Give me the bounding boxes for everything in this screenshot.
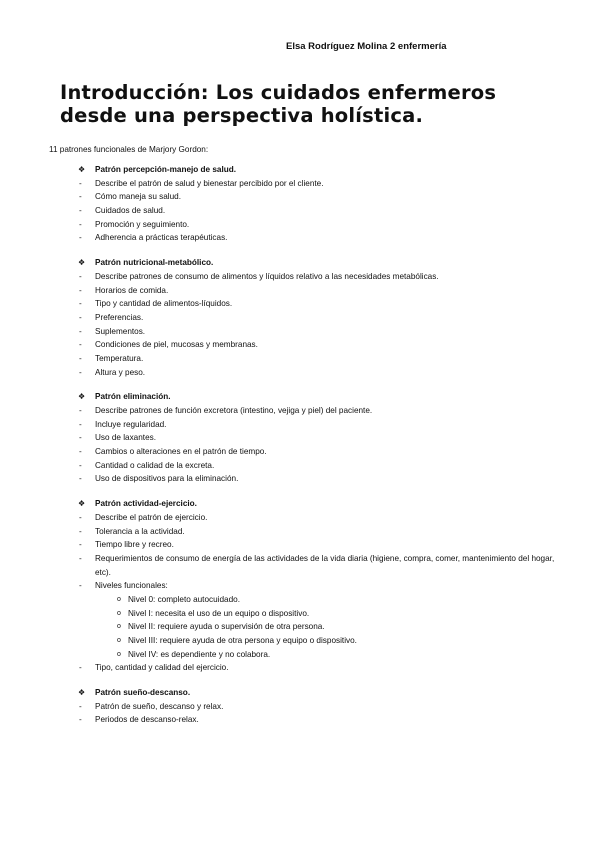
subtitle: 11 patrones funcionales de Marjory Gordon: bbox=[49, 145, 209, 154]
pattern-section bbox=[0, 686, 600, 727]
pattern-heading-text: Patrón percepción-manejo de salud. bbox=[95, 165, 237, 174]
sub-list-item-text: Nivel IV: es dependiente y no colabora. bbox=[128, 649, 271, 659]
pattern-list bbox=[0, 163, 600, 738]
pattern-heading-text: Patrón eliminación. bbox=[95, 392, 171, 402]
list-item-text: Tipo y cantidad de alimentos-líquidos. bbox=[95, 299, 233, 309]
list-item-text: Horarios de comida. bbox=[95, 285, 169, 295]
sub-list-item bbox=[0, 620, 600, 634]
list-item bbox=[0, 352, 600, 366]
dash-bullet-icon: - bbox=[79, 312, 82, 322]
sub-list-item-text: Nivel II: requiere ayuda o supervisión de otra persona. bbox=[128, 622, 325, 632]
list-item-text: Cantidad o calidad de la excreta. bbox=[95, 460, 215, 470]
list-item bbox=[0, 431, 600, 445]
dash-bullet-icon: - bbox=[79, 326, 82, 336]
pattern-section bbox=[0, 497, 600, 675]
list-item bbox=[0, 325, 600, 339]
list-item bbox=[0, 218, 600, 232]
list-item bbox=[0, 338, 600, 352]
pattern-heading bbox=[0, 390, 600, 404]
pattern-heading bbox=[0, 256, 600, 270]
diamond-bullet-icon: ❖ bbox=[78, 392, 86, 402]
document-title bbox=[60, 81, 580, 127]
list-item-text: Temperatura. bbox=[95, 353, 144, 363]
pattern-heading bbox=[0, 686, 600, 700]
pattern-heading bbox=[0, 163, 600, 177]
list-item-text: Uso de laxantes. bbox=[95, 433, 156, 443]
dash-bullet-icon: - bbox=[79, 553, 82, 563]
dash-bullet-icon: - bbox=[79, 419, 82, 429]
dash-bullet-icon: - bbox=[79, 353, 82, 363]
dash-bullet-icon: - bbox=[79, 447, 82, 457]
dash-bullet-icon: - bbox=[79, 285, 82, 295]
pattern-heading-text: Patrón actividad-ejercicio. bbox=[95, 499, 197, 509]
list-item bbox=[0, 366, 600, 380]
list-item-text: Incluye regularidad. bbox=[95, 419, 167, 429]
list-item-text: Adherencia a prácticas terapéuticas. bbox=[95, 233, 228, 243]
diamond-bullet-icon: ❖ bbox=[78, 165, 86, 174]
dash-bullet-icon: - bbox=[79, 701, 82, 711]
sub-list-item bbox=[0, 648, 600, 662]
circle-bullet-icon: o bbox=[117, 637, 121, 645]
list-item bbox=[0, 418, 600, 432]
pattern-heading bbox=[0, 497, 600, 511]
list-item bbox=[0, 270, 600, 284]
list-item-text: Describe el patrón de salud y bienestar percibido por el cliente. bbox=[95, 178, 324, 188]
diamond-bullet-icon: ❖ bbox=[78, 688, 86, 698]
diamond-bullet-icon: ❖ bbox=[78, 499, 86, 509]
list-item bbox=[0, 472, 600, 486]
list-item-text: Describe patrones de función excretora (intestino, vejiga y piel) del paciente. bbox=[95, 406, 373, 415]
circle-bullet-icon: o bbox=[117, 650, 121, 658]
circle-bullet-icon: o bbox=[117, 623, 121, 631]
list-item-text: Tiempo libre y recreo. bbox=[95, 540, 174, 550]
list-item-text: Suplementos. bbox=[95, 326, 146, 336]
dash-bullet-icon: - bbox=[79, 540, 82, 550]
title-line-1: Introducción: Los cuidados enfermeros bbox=[60, 81, 497, 104]
list-item bbox=[0, 579, 600, 593]
list-item-text: Patrón de sueño, descanso y relax. bbox=[95, 701, 224, 711]
list-item-text: Requerimientos de consumo de energía de las actividades de la vida diaria (higiene, compra, comer, mantenimiento del hogar, etc). bbox=[95, 553, 555, 577]
list-item bbox=[0, 525, 600, 539]
list-item bbox=[0, 511, 600, 525]
list-item-text: Describe patrones de consumo de alimentos y líquidos relativo a las necesidades metabólicas. bbox=[95, 271, 439, 281]
author-line: Elsa Rodríguez Molina 2 enfermería bbox=[286, 41, 447, 52]
pattern-section bbox=[0, 256, 600, 379]
list-item bbox=[0, 459, 600, 473]
list-item bbox=[0, 297, 600, 311]
list-item-text: Promoción y seguimiento. bbox=[95, 219, 190, 229]
list-item-text: Cambios o alteraciones en el patrón de tiempo. bbox=[95, 447, 267, 457]
list-item-text: Cómo maneja su salud. bbox=[95, 192, 182, 202]
list-item bbox=[0, 445, 600, 459]
dash-bullet-icon: - bbox=[79, 340, 82, 350]
pattern-heading-text: Patrón nutricional-metabólico. bbox=[95, 258, 214, 268]
list-item bbox=[0, 661, 600, 675]
circle-bullet-icon: o bbox=[117, 609, 121, 617]
sub-list-item-text: Nivel III: requiere ayuda de otra persona y equipo o dispositivo. bbox=[128, 636, 357, 646]
dash-bullet-icon: - bbox=[79, 192, 82, 202]
list-item-text: Preferencias. bbox=[95, 312, 144, 322]
list-item-text: Uso de dispositivos para la eliminación. bbox=[95, 474, 239, 484]
dash-bullet-icon: - bbox=[79, 433, 82, 443]
sub-list-item bbox=[0, 634, 600, 648]
dash-bullet-icon: - bbox=[79, 526, 82, 536]
circle-bullet-icon: o bbox=[117, 595, 121, 603]
list-item bbox=[0, 404, 600, 418]
dash-bullet-icon: - bbox=[79, 219, 82, 229]
dash-bullet-icon: - bbox=[79, 512, 82, 522]
dash-bullet-icon: - bbox=[79, 406, 82, 415]
pattern-section bbox=[0, 390, 600, 486]
dash-bullet-icon: - bbox=[79, 663, 82, 673]
sub-list-item-text: Nivel I: necesita el uso de un equipo o dispositivo. bbox=[128, 608, 310, 618]
list-item-text: Periodos de descanso-relax. bbox=[95, 715, 199, 725]
dash-bullet-icon: - bbox=[79, 715, 82, 725]
sub-list-item bbox=[0, 593, 600, 607]
dash-bullet-icon: - bbox=[79, 581, 82, 591]
dash-bullet-icon: - bbox=[79, 299, 82, 309]
diamond-bullet-icon: ❖ bbox=[78, 258, 86, 268]
dash-bullet-icon: - bbox=[79, 474, 82, 484]
dash-bullet-icon: - bbox=[79, 233, 82, 243]
dash-bullet-icon: - bbox=[79, 460, 82, 470]
title-line-2: desde una perspectiva holística. bbox=[60, 104, 424, 127]
list-item bbox=[0, 284, 600, 298]
list-item bbox=[0, 204, 600, 218]
list-item bbox=[0, 538, 600, 552]
list-item-text: Altura y peso. bbox=[95, 367, 146, 377]
dash-bullet-icon: - bbox=[79, 271, 82, 281]
list-item bbox=[0, 177, 600, 191]
list-item-text: Cuidados de salud. bbox=[95, 206, 166, 216]
list-item-text: Tolerancia a la actividad. bbox=[95, 526, 185, 536]
dash-bullet-icon: - bbox=[79, 206, 82, 216]
list-item-text: Tipo, cantidad y calidad del ejercicio. bbox=[95, 663, 229, 673]
list-item bbox=[0, 231, 600, 245]
list-item bbox=[0, 311, 600, 325]
dash-bullet-icon: - bbox=[79, 178, 82, 188]
list-item bbox=[0, 552, 600, 579]
dash-bullet-icon: - bbox=[79, 367, 82, 377]
list-item-text: Describe el patrón de ejercicio. bbox=[95, 512, 208, 522]
list-item bbox=[0, 190, 600, 204]
pattern-section bbox=[0, 163, 600, 245]
list-item bbox=[0, 713, 600, 727]
sub-list-item-text: Nivel 0: completo autocuidado. bbox=[128, 594, 240, 604]
list-item-text: Niveles funcionales: bbox=[95, 581, 168, 591]
sub-list-item bbox=[0, 607, 600, 621]
list-item bbox=[0, 700, 600, 714]
pattern-heading-text: Patrón sueño-descanso. bbox=[95, 688, 191, 698]
list-item-text: Condiciones de piel, mucosas y membranas. bbox=[95, 340, 258, 350]
